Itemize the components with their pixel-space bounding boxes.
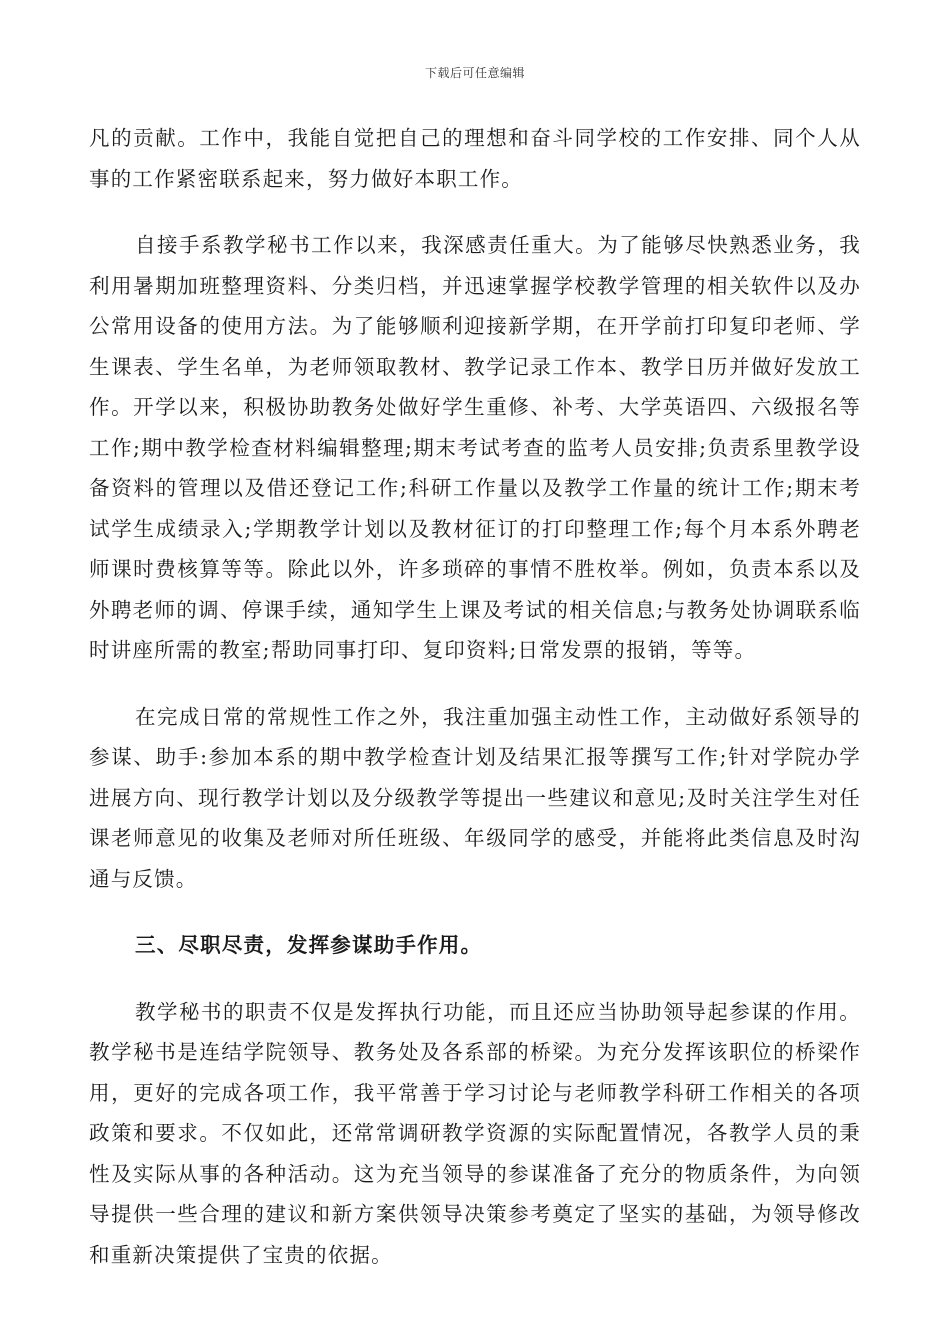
paragraph-continuation: 凡的贡献。工作中，我能自觉把自己的理想和奋斗同学校的工作安排、同个人从事的工作紧密联系起来，努力做好本职工作。 [89, 126, 861, 191]
paragraph-advisor-role: 教学秘书的职责不仅是发挥执行功能，而且还应当协助领导起参谋的作用。教学秘书是连结学院领导、教务处及各系部的桥梁。为充分发挥该职位的桥梁作用，更好的完成各项工作，我平常善于学习讨论与老师教学科研工作相关的各项政策和要求。不仅如此，还常常调研教学资源的实际配置情况，各教学人员的秉性及实际从事的各种活动。这为充当领导的参谋准备了充分的物质条件，为向领导提供一些合理的建议和新方案供领导决策参考奠定了坚实的基础，为领导修改和重新决策提供了宝贵的依据。 [89, 999, 861, 1267]
paragraph-proactive-work: 在完成日常的常规性工作之外，我注重加强主动性工作，主动做好系领导的参谋、助手:参加本系的期中教学检查计划及结果汇报等撰写工作;针对学院办学进展方向、现行教学计划以及分级教学等提出一些建议和意见;及时关注学生对任课老师意见的收集及老师对所任班级、年级同学的感受，并能将此类信息及时沟通与反馈。 [89, 704, 861, 891]
document-body [89, 118, 861, 1301]
paragraph-secretary-duties: 自接手系教学秘书工作以来，我深感责任重大。为了能够尽快熟悉业务，我利用暑期加班整理资料、分类归档，并迅速掌握学校教学管理的相关软件以及办公常用设备的使用方法。为了能够顺利迎接新学期，在开学前打印复印老师、学生课表、学生名单，为老师领取教材、教学记录工作本、教学日历并做好发放工作。开学以来，积极协助教务处做好学生重修、补考、大学英语四、六级报名等工作;期中教学检查材料编辑整理;期末考试考查的监考人员安排;负责系里教学设备资料的管理以及借还登记工作;科研工作量以及教学工作量的统计工作;期末考试学生成绩录入;学期教学计划以及教材征订的打印整理工作;每个月本系外聘老师课时费核算等等。除此以外，许多琐碎的事情不胜枚举。例如，负责本系以及外聘老师的调、停课手续，通知学生上课及考试的相关信息;与教务处协调联系临时讲座所需的教室;帮助同事打印、复印资料;日常发票的报销，等等。 [89, 233, 861, 662]
section-heading-3: 三、尽职尽责，发挥参谋助手作用。 [135, 933, 483, 957]
page-header-note: 下载后可任意编辑 [424, 66, 525, 80]
